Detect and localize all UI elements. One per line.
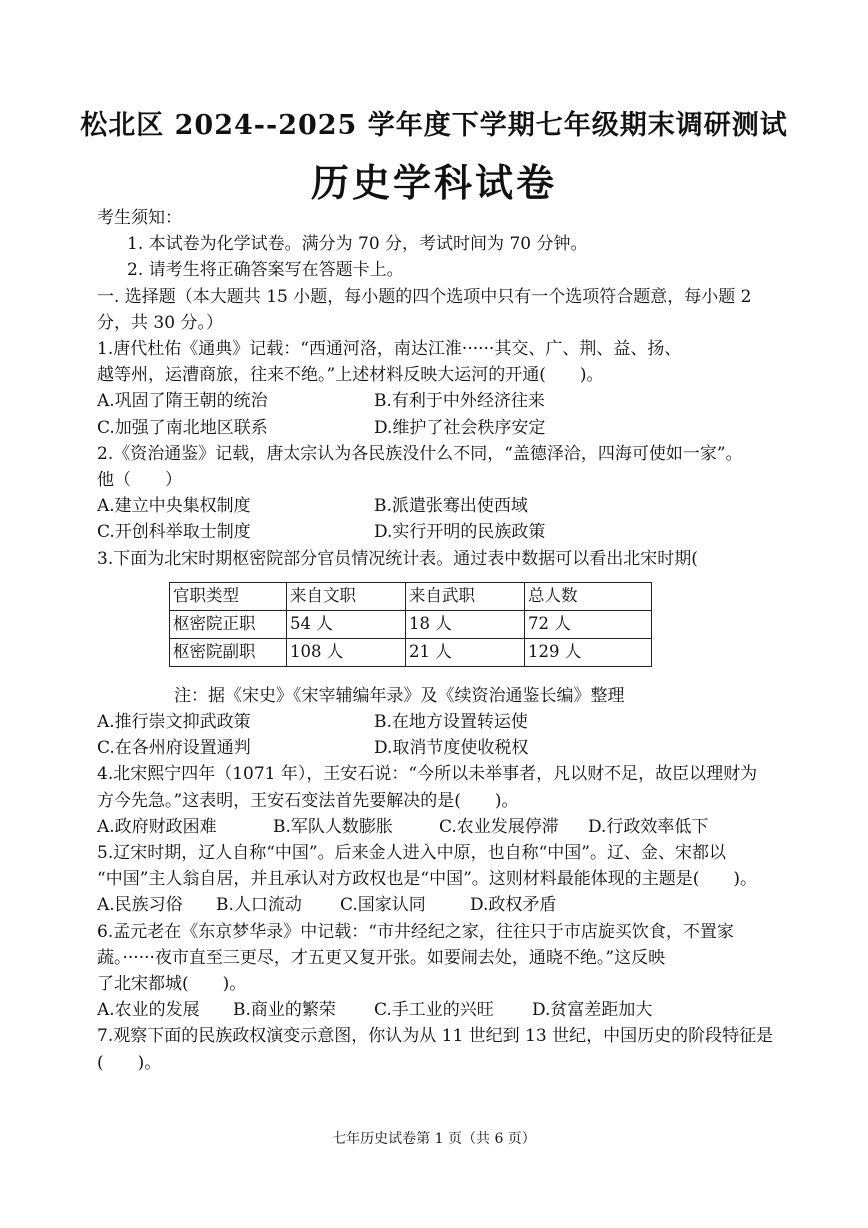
table-row: [170, 610, 652, 638]
option-b: B.商业的繁荣: [233, 1000, 336, 1021]
notice-item: 1. 本试卷为化学试卷。满分为 70 分，考试时间为 70 分钟。: [127, 234, 588, 255]
option-b: B.军队人数膨胀: [273, 816, 393, 837]
question-text: 3.下面为北宋时期枢密院部分官员情况统计表。通过表中数据可以看出北宋时期(: [97, 548, 698, 569]
question-text: 7.观察下面的民族政权演变示意图，你认为从 11 世纪到 13 世纪，中国历史的阶段特征是: [97, 1026, 774, 1047]
option-d: D.行政效率低下: [588, 816, 709, 837]
options-row: [97, 709, 787, 735]
question-text: “中国”主人翁自居，并且承认对方政权也是“中国”。这则材料最能体现的主题是( )。: [97, 869, 758, 890]
exam-body: [97, 205, 787, 1076]
option-a: A.推行崇文抑武政策: [97, 712, 251, 733]
question-text: 4.北宋熙宁四年（1071 年），王安石说：“今所以未举事者，凡以财不足，故臣以理财为: [97, 764, 758, 785]
notice-heading: 考生须知：: [97, 208, 182, 228]
table-header-cell: 来自文职: [287, 582, 406, 610]
options-row: [97, 997, 787, 1023]
option-c: C.加强了南北地区联系: [97, 417, 268, 438]
options-row: [97, 814, 787, 840]
section-heading: 一. 选择题（本大题共 15 小题，每小题的四个选项中只有一个选项符合题意，每小题 2: [97, 286, 752, 307]
option-c: C.农业发展停滞: [439, 816, 559, 837]
option-c: C.在各州府设置通判: [97, 738, 251, 759]
question-text: 他（ ）: [97, 470, 182, 491]
options-row: [97, 493, 787, 519]
question-text: 6.孟元老在《东京梦华录》中记载：“市井经纪之家，往往只于市店旋买饮食，不置家: [97, 921, 734, 942]
option-c: C.国家认同: [340, 895, 426, 916]
question-text: 越等州，运漕商旅，往来不绝。”上述材料反映大运河的开通( )。: [97, 365, 604, 386]
subject-title: 历史学科试卷: [310, 160, 557, 205]
table-cell: 18 人: [406, 610, 525, 638]
question-text: 蔬。······夜市直至三更尽，才五更又复开张。如要闹去处，通晓不绝。”这反映: [97, 947, 666, 968]
option-a: A.民族习俗: [97, 895, 183, 916]
option-d: D.实行开明的民族政策: [374, 522, 546, 543]
question-text: 2.《资治通鉴》记载，唐太宗认为各民族没什么不同，“盖德泽洽，四海可使如一家”。: [97, 443, 743, 464]
table-cell: 108 人: [287, 638, 406, 666]
option-a: A.农业的发展: [97, 1000, 200, 1021]
option-d: D.维护了社会秩序安定: [374, 417, 546, 438]
section-heading-cont: 分，共 30 分。）: [97, 312, 223, 333]
option-a: A.建立中央集权制度: [97, 496, 251, 517]
options-row: [97, 735, 787, 761]
option-c: C.手工业的兴旺: [374, 1000, 494, 1021]
options-row: [97, 388, 787, 414]
option-d: D.贫富差距加大: [532, 1000, 653, 1021]
option-a: A.政府财政困难: [97, 816, 217, 837]
table-note: 注：据《宋史》《宋宰辅编年录》及《续资治通鉴长编》整理: [174, 685, 625, 706]
table-cell: 54 人: [287, 610, 406, 638]
table-header-row: [170, 582, 652, 610]
table-header-cell: 官职类型: [170, 582, 287, 610]
question-text: ( )。: [97, 1052, 162, 1073]
options-row: [97, 519, 787, 545]
option-b: B.人口流动: [216, 895, 302, 916]
page-footer: 七年历史试卷第 1 页（共 6 页）: [332, 1131, 536, 1147]
options-row: [97, 415, 787, 441]
table-cell: 72 人: [525, 610, 652, 638]
option-d: D.政权矛盾: [470, 895, 557, 916]
stats-table: [169, 582, 652, 667]
question-text: 了北宋都城( )。: [97, 974, 247, 995]
question-text: 方今先急。”这表明，王安石变法首先要解决的是( )。: [97, 790, 519, 811]
table-cell: 21 人: [406, 638, 525, 666]
option-d: D.取消节度使收税权: [374, 738, 529, 759]
notice-item: 2. 请考生将正确答案写在答题卡上。: [127, 260, 404, 281]
option-b: B.在地方设置转运使: [374, 712, 528, 733]
table-cell: 枢密院正职: [170, 610, 287, 638]
option-a: A.巩固了隋王朝的统治: [97, 391, 268, 412]
exam-title: 松北区 2024--2025 学年度下学期七年级期末调研测试: [80, 110, 788, 141]
table-cell: 枢密院副职: [170, 638, 287, 666]
table-cell: 129 人: [525, 638, 652, 666]
question-text: 5.辽宋时期，辽人自称“中国”。后来金人进入中原，也自称“中国”。辽、金、宋都以: [97, 843, 726, 864]
table-header-cell: 来自武职: [406, 582, 525, 610]
table-row: [170, 638, 652, 666]
options-row: [97, 892, 787, 918]
option-c: C.开创科举取士制度: [97, 522, 251, 543]
question-text: 1.唐代杜佑《通典》记载：“西通河洛，南达江淮······其交、广、荆、益、扬、: [97, 339, 682, 360]
table-header-cell: 总人数: [525, 582, 652, 610]
option-b: B.派遣张骞出使西域: [374, 496, 528, 517]
option-b: B.有利于中外经济往来: [374, 391, 545, 412]
